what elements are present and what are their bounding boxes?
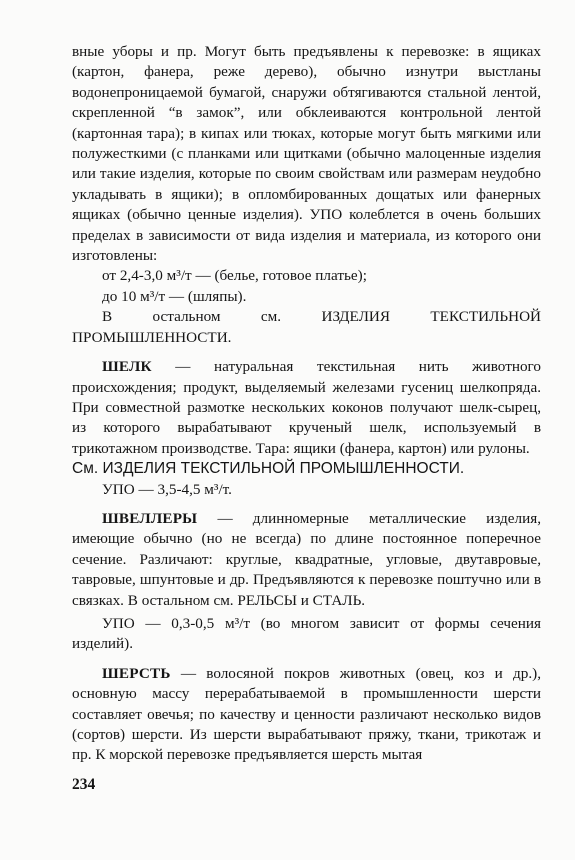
entry-term-sherst: ШЕРСТЬ — [102, 664, 171, 682]
spacer — [72, 655, 541, 664]
shelk-reference: См. ИЗДЕЛИЯ ТЕКСТИЛЬНОЙ ПРОМЫШЛЕННОСТИ. — [72, 460, 465, 478]
intro-reference: В остальном см. ИЗДЕЛИЯ ТЕКСТИЛЬНОЙ ПРОМЫШЛЕННОСТИ. — [72, 308, 541, 346]
page-number: 234 — [72, 776, 96, 793]
entry-term-shvellery: ШВЕЛЛЕРЫ — [102, 509, 198, 527]
entry-definition-shvellery: — длинномерные металлические изделия, имеющие обычно (но не всегда) по длине постоянное поперечное сечение. Различают: круглые, квадратные, угловые, двутавровые, тавровые, шпунтовые и др. Предъявляются к перевозке поштучно или в связках. В остальном см. РЕЛЬСЫ и СТАЛЬ. — [72, 509, 541, 609]
upo-line-1: от 2,4-3,0 м³/т — (белье, готовое платье); — [102, 267, 367, 285]
entry-definition-shelk: — натуральная текстильная нить животного происхождения; продукт, выделяемый железами гусениц шелкопряда. При совместной размотке нескольких коконов получают шелк-сырец, из которого вырабатывают крученый шелк, используемый в трикотажном производстве. Тара: ящики (фанера, картон) или рулоны. — [72, 358, 541, 457]
entry-definition-sherst: — волосяной покров животных (овец, коз и др.), основную массу перерабатываемой в промышленности шерсти составляет овечья; по качеству и ценности различают несколько видов (сортов) шерсти. Из шерсти вырабатывают пряжу, ткани, трикотаж и пр. К морской перевозке предъявляется шерсть мытая — [72, 664, 541, 764]
shelk-upo: УПО — 3,5-4,5 м³/т. — [102, 480, 232, 498]
spacer — [72, 500, 541, 509]
page-text — [72, 42, 541, 766]
upo-line-2: до 10 м³/т — (шляпы). — [102, 287, 247, 305]
entry-shvellery — [72, 509, 541, 611]
shvellery-upo: УПО — 0,3-0,5 м³/т (во многом зависит от формы сечения изделий). — [72, 614, 541, 653]
intro-paragraph: вные уборы и пр. Могут быть предъявлены к перевозке: в ящиках (картон, фанера, реже дерево), обычно изнутри выстланы водонепроницаемой бумагой, снаружи обтягиваются стальной лентой, скрепленной “в замок”, или обклеиваются контрольной лентой (картонная тара); в кипах или тюках, которые могут быть мягкими или полужесткими (с планками или щитками (обычно малоценные изделия или такие изделия, которые по своим свойствам или размерам неудобно укладывать в ящики); в опломбированных дощатых или фанерных ящиках (обычно ценные изделия). УПО колеблется в очень больших пределах в зависимости от вида изделия и материала, из которого они изготовлены: — [72, 43, 541, 265]
spacer — [72, 348, 541, 357]
entry-term-shelk: ШЕЛК — [102, 358, 152, 376]
entry-sherst — [72, 664, 541, 766]
entry-shelk — [72, 357, 541, 459]
